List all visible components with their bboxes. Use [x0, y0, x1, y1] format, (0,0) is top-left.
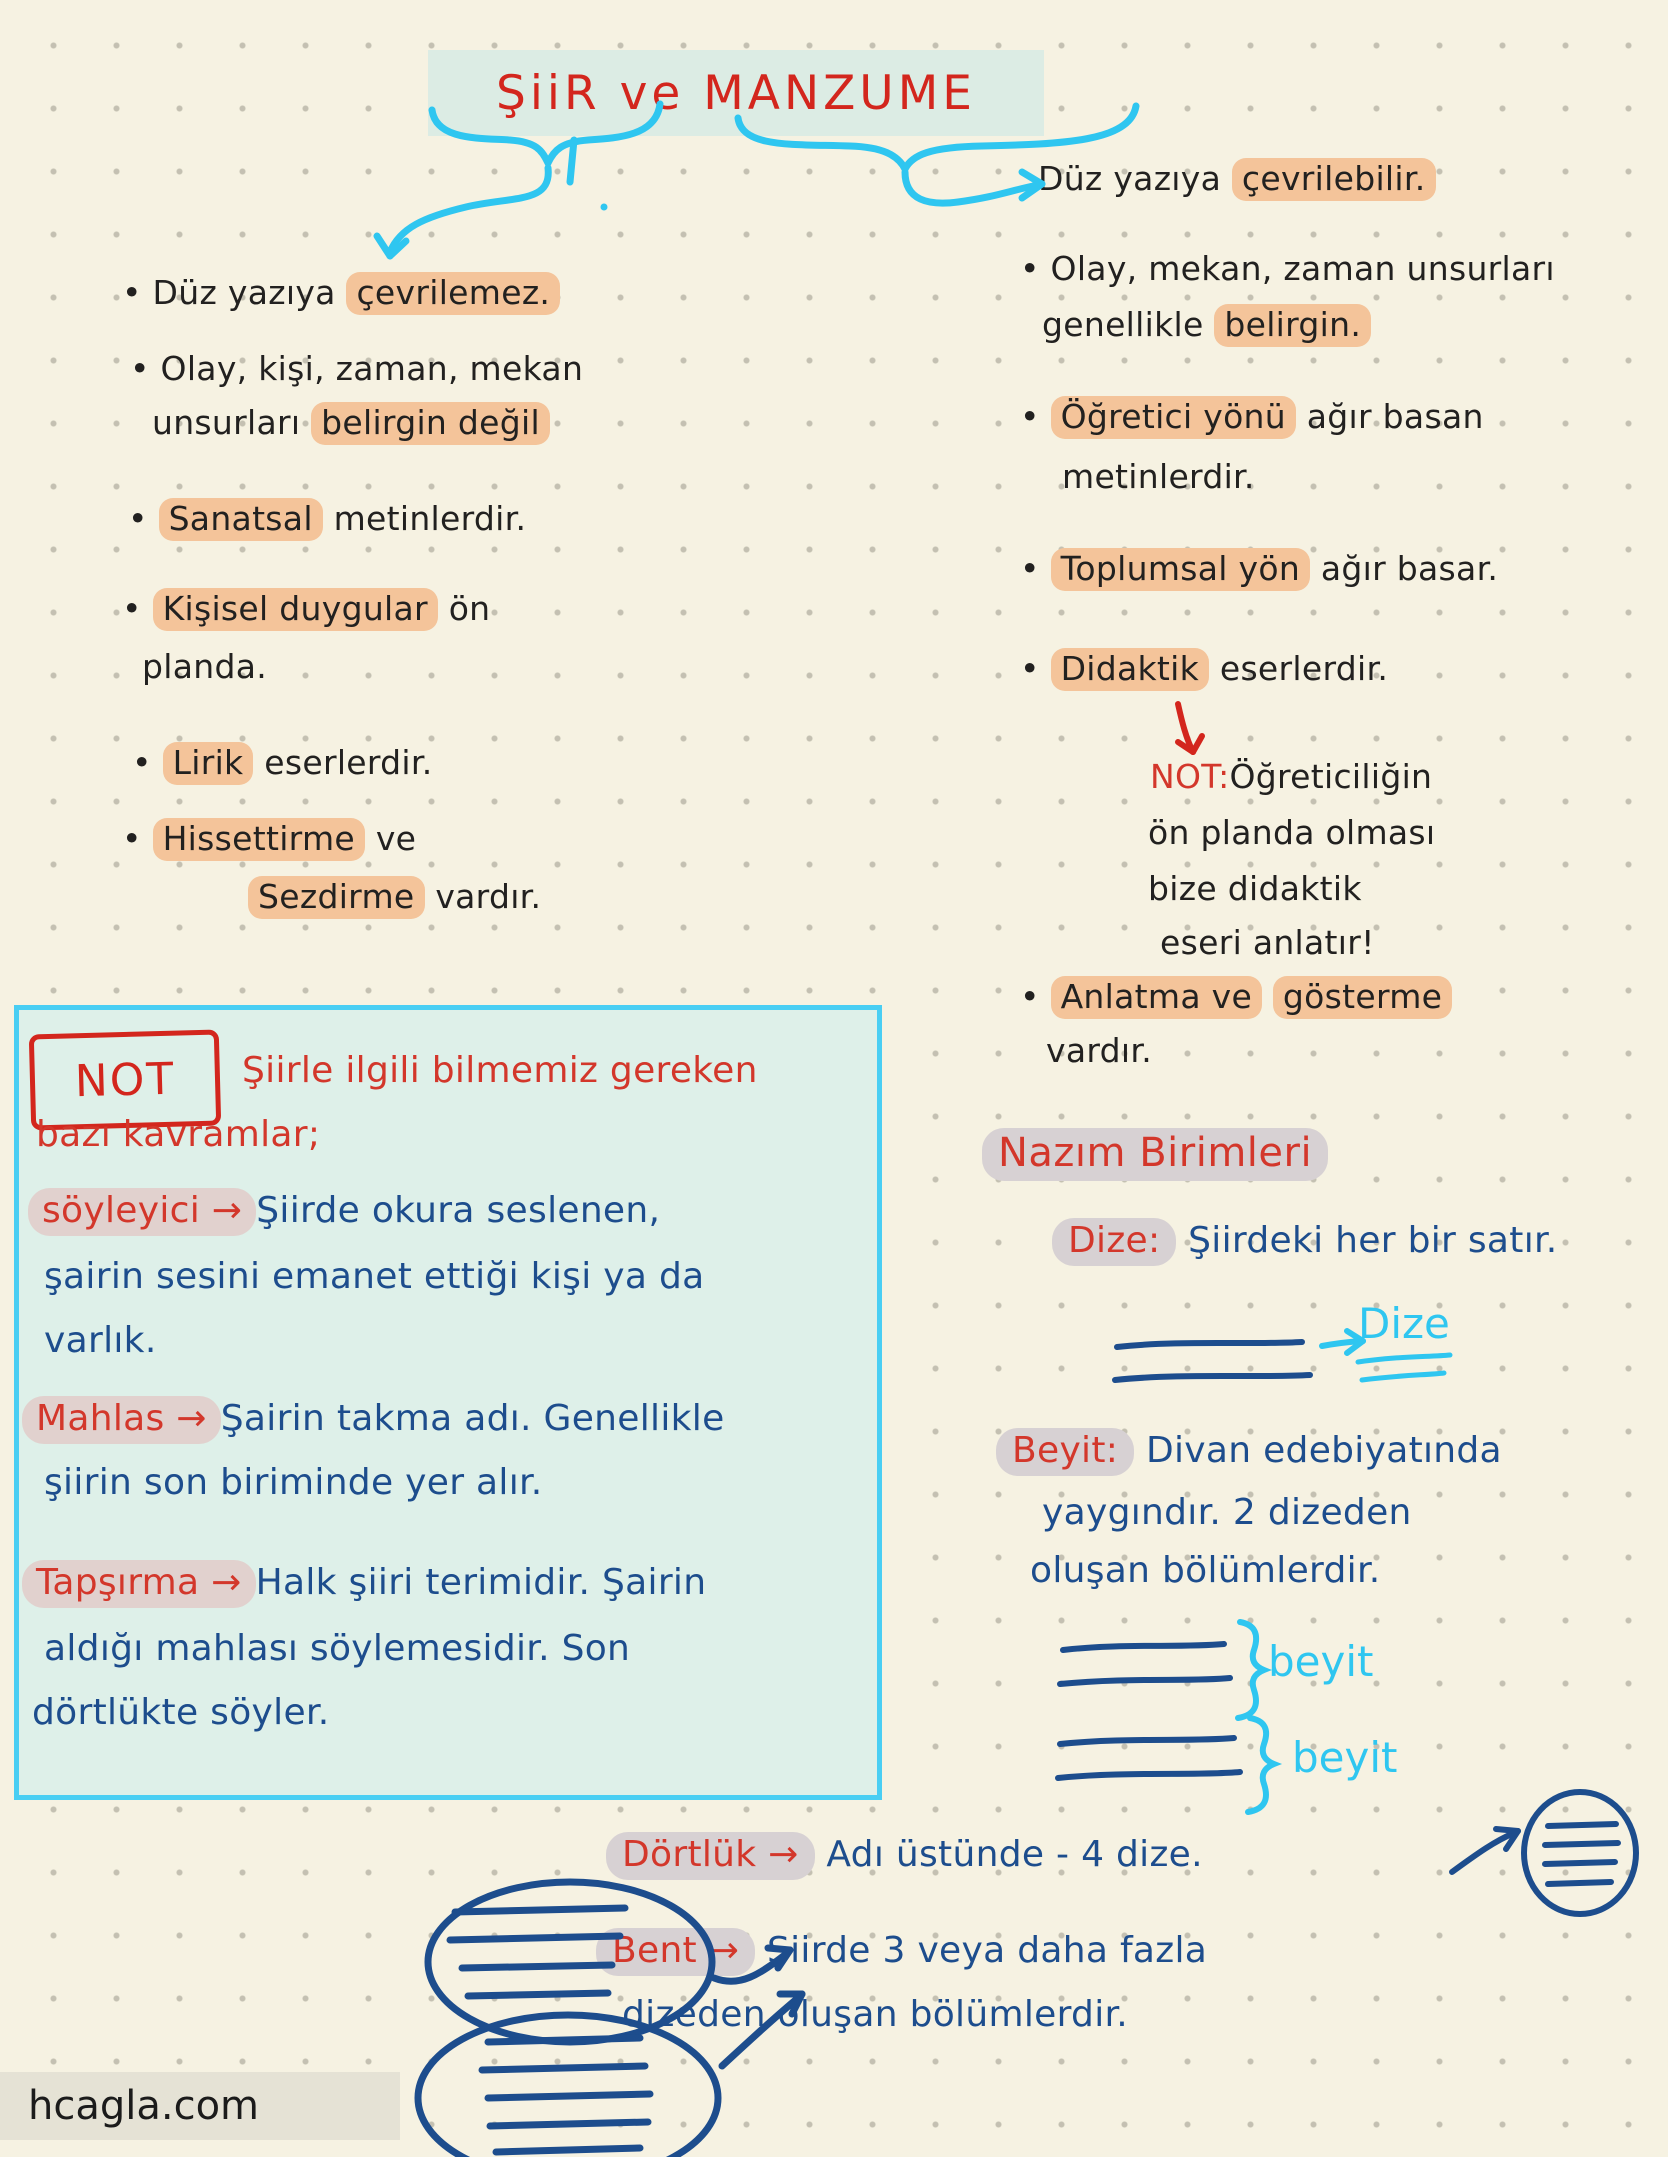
box-entry-mahlas-l2: şiirin son biriminde yer alır.: [44, 1462, 543, 1503]
dortluk-circle-icon: [1452, 1792, 1636, 1914]
term-label: Bent →: [596, 1928, 755, 1976]
manzume-not-line-1: NOT:Öğreticiliğin: [1150, 757, 1433, 796]
manzume-item-2b: genellikle belirgin.: [1042, 304, 1371, 345]
siir-item-3: • Sanatsal metinlerdir.: [128, 498, 526, 539]
nazim-dize: Dize: Şiirdeki her bir satır.: [1052, 1218, 1558, 1263]
nazim-heading: Nazım Birimleri: [982, 1128, 1328, 1178]
box-entry-mahlas: Mahlas → Şairin takma adı. Genellikle: [22, 1396, 725, 1441]
manzume-item-2: • Olay, mekan, zaman unsurları: [1020, 249, 1555, 288]
highlight: Kişisel duygular: [153, 588, 438, 631]
box-entry-tapsirma-l3: dörtlükte söyler.: [32, 1692, 330, 1733]
dize-diagram-label: Dize: [1358, 1299, 1450, 1348]
watermark: hcagla.com: [0, 2072, 400, 2140]
siir-item-6: • Hissettirme ve: [122, 818, 416, 859]
manzume-item-3b: metinlerdir.: [1062, 457, 1255, 496]
title-highlight: [428, 50, 1044, 136]
term-label: Dize:: [1052, 1218, 1176, 1266]
beyit-diagram-label-2: beyit: [1292, 1733, 1398, 1782]
highlight: Sanatsal: [159, 498, 323, 541]
manzume-not-line-2: ön planda olması: [1148, 813, 1436, 852]
highlight: Hissettirme: [153, 818, 365, 861]
box-entry-soyleyici-l3: varlık.: [44, 1320, 157, 1361]
siir-item-4: • Kişisel duygular ön: [122, 588, 490, 629]
term-label: Dörtlük →: [606, 1832, 815, 1880]
term-label: Beyit:: [996, 1428, 1134, 1476]
manzume-item-6b: vardır.: [1046, 1031, 1152, 1070]
highlight: Toplumsal yön: [1051, 548, 1311, 591]
siir-item-2b: unsurları belirgin değil: [152, 402, 550, 443]
term-label: Tapşırma →: [22, 1560, 256, 1608]
box-entry-tapsirma: Tapşırma → Halk şiiri terimidir. Şairin: [22, 1560, 706, 1605]
beyit-diagram-1: [1060, 1622, 1264, 1718]
highlight: Sezdirme: [248, 876, 425, 919]
box-entry-soyleyici-l2: şairin sesini emanet ettiği kişi ya da: [44, 1256, 705, 1297]
not-label: NOT:: [1150, 757, 1230, 796]
manzume-not-line-3: bize didaktik: [1148, 869, 1362, 908]
nazim-bent-l2: dizeden oluşan bölümlerdir.: [622, 1994, 1129, 2035]
manzume-item-3: • Öğretici yönü ağır basan: [1020, 396, 1484, 437]
manzume-item-4: • Toplumsal yön ağır basar.: [1020, 548, 1498, 589]
beyit-diagram-label-1: beyit: [1268, 1637, 1374, 1686]
highlight: çevrilemez.: [346, 272, 560, 315]
box-entry-soyleyici: söyleyici → Şiirde okura seslenen,: [28, 1188, 660, 1233]
highlight: Didaktik: [1051, 648, 1209, 691]
highlight: Öğretici yönü: [1051, 396, 1296, 439]
box-intro-2: bazı kavramlar;: [36, 1114, 321, 1155]
manzume-item-1: Düz yazıya çevrilebilir.: [1038, 158, 1436, 199]
siir-item-6b: Sezdirme vardır.: [248, 876, 541, 917]
highlight: Anlatma ve: [1051, 976, 1263, 1019]
manzume-item-5: • Didaktik eserlerdir.: [1020, 648, 1388, 689]
highlight: belirgin.: [1214, 304, 1371, 347]
box-intro-1: Şiirle ilgili bilmemiz gereken: [242, 1050, 758, 1091]
siir-item-2: • Olay, kişi, zaman, mekan: [130, 349, 584, 388]
nazim-beyit-l3: oluşan bölümlerdir.: [1030, 1550, 1381, 1591]
highlight: Lirik: [163, 742, 254, 785]
not-badge: NOT: [29, 1030, 221, 1131]
nazim-bent: Bent → Şiirde 3 veya daha fazla: [596, 1928, 1207, 1973]
nazim-beyit: Beyit: Divan edebiyatında: [996, 1428, 1502, 1473]
term-label: söyleyici →: [28, 1188, 256, 1236]
highlight: belirgin değil: [311, 402, 550, 445]
siir-item-4b: planda.: [142, 647, 268, 686]
siir-item-1: • Düz yazıya çevrilemez.: [122, 272, 560, 313]
term-label: Mahlas →: [22, 1396, 221, 1444]
not-down-arrow-icon: [1178, 704, 1202, 752]
manzume-not-line-4: eseri anlatır!: [1160, 923, 1375, 962]
title-to-manzume-arrow-icon: [905, 172, 1042, 203]
title-to-siir-arrow-icon: [377, 168, 608, 256]
siir-item-5: • Lirik eserlerdir.: [132, 742, 433, 783]
box-entry-tapsirma-l2: aldığı mahlası söylemesidir. Son: [44, 1628, 631, 1669]
highlight: gösterme: [1273, 976, 1452, 1019]
highlight: çevrilebilir.: [1232, 158, 1436, 201]
nazim-beyit-l2: yaygındır. 2 dizeden: [1042, 1492, 1412, 1533]
page-title: ŞiiR ve MANZUME: [496, 65, 976, 121]
manzume-item-6: • Anlatma ve gösterme: [1020, 976, 1452, 1017]
nazim-dortluk: Dörtlük → Adı üstünde - 4 dize.: [606, 1832, 1203, 1877]
beyit-diagram-2: [1058, 1718, 1274, 1812]
